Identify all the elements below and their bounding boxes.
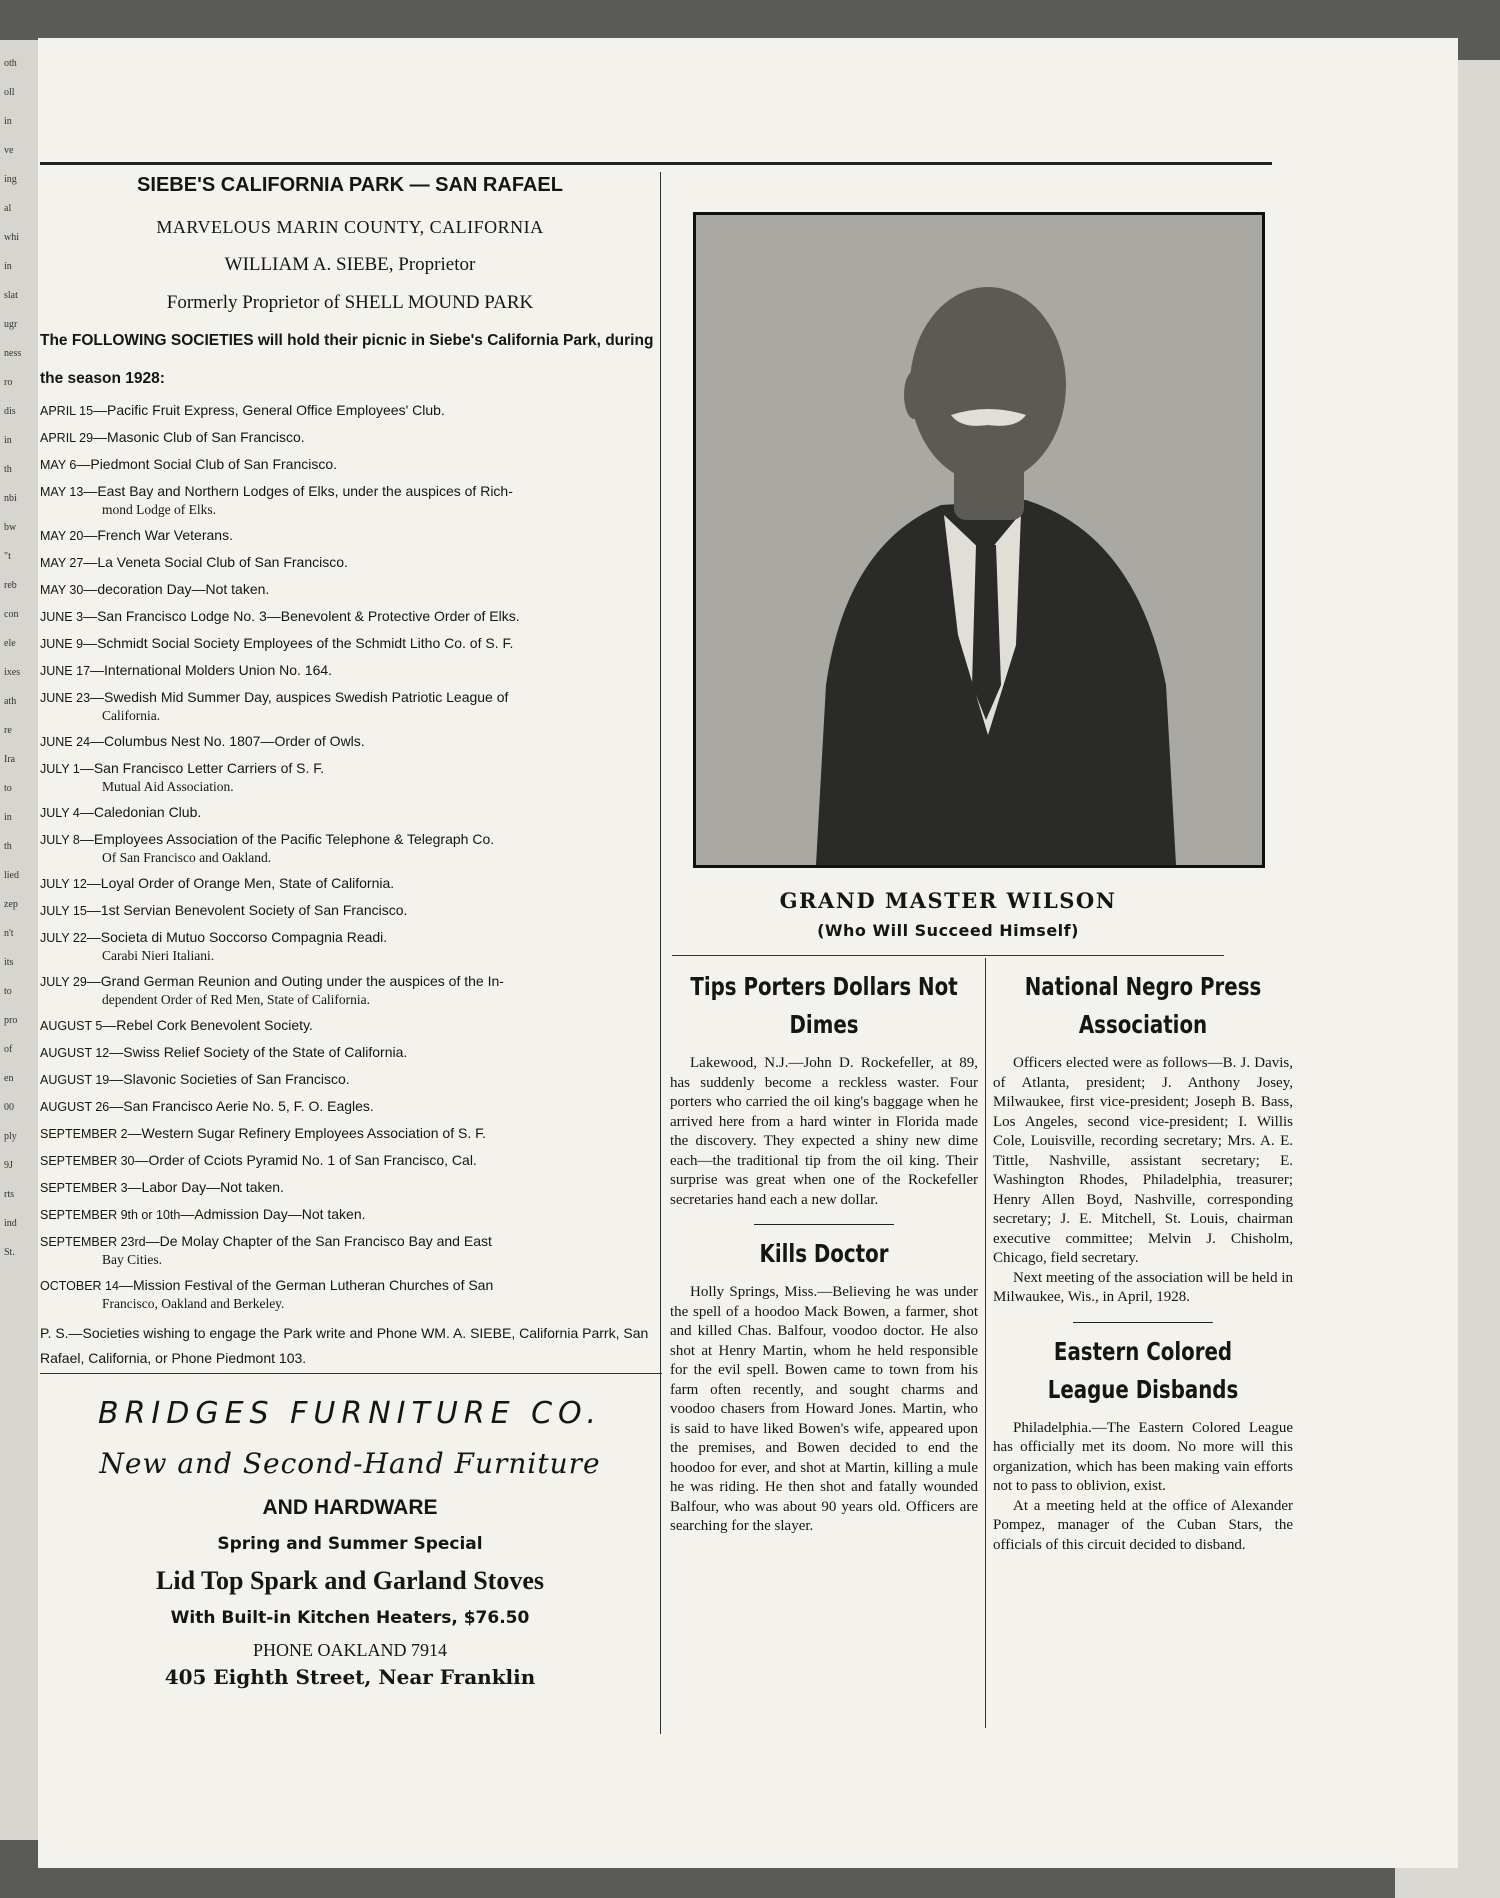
schedule-date: JULY 8	[40, 833, 80, 847]
photo-caption	[672, 888, 1224, 940]
fragment: oth	[4, 58, 17, 69]
schedule-entry	[40, 689, 660, 724]
schedule-event: —Pacific Fruit Express, General Office Employees' Club.	[93, 402, 445, 418]
schedule-date: SEPTEMBER 2	[40, 1127, 128, 1141]
schedule-date: SEPTEMBER 23rd	[40, 1235, 146, 1249]
schedule-date: APRIL 15	[40, 404, 94, 418]
fragment: reb	[4, 580, 17, 591]
schedule-event: —Societa di Mutuo Soccorso Compagnia Readi.	[86, 929, 388, 945]
schedule-event: —Rebel Cork Benevolent Society.	[102, 1017, 313, 1033]
fragment: ele	[4, 638, 16, 649]
fragment: ind	[4, 1218, 17, 1229]
headline: Kills Doctor	[759, 1239, 889, 1268]
schedule-entry	[40, 581, 660, 599]
schedule-date: JUNE 17	[40, 664, 91, 678]
schedule-date: AUGUST 5	[40, 1019, 103, 1033]
fragment: ing	[4, 174, 17, 185]
schedule-date: MAY 20	[40, 529, 84, 543]
caption-title: GRAND MASTER WILSON	[779, 888, 1117, 913]
schedule-entry	[40, 733, 660, 751]
schedule-continuation: dependent Order of Red Men, State of California.	[102, 992, 371, 1007]
fragment: ugr	[4, 319, 18, 330]
fragment: al	[4, 203, 12, 214]
adjacent-page-strip	[0, 40, 40, 1840]
fragment: nbi	[4, 493, 17, 504]
schedule-date: JULY 1	[40, 762, 80, 776]
schedule-event: —Caledonian Club.	[79, 804, 202, 820]
schedule-date: JUNE 3	[40, 610, 84, 624]
caption-subtitle: (Who Will Succeed Himself)	[817, 921, 1079, 940]
schedule-date: APRIL 29	[40, 431, 94, 445]
schedule-entry	[40, 483, 660, 518]
schedule-event: —1st Servian Benevolent Society of San Francisco.	[86, 902, 408, 918]
schedule-continuation: California.	[102, 708, 161, 723]
paragraph: At a meeting held at the office of Alexander Pompez, manager of the Cuban Stars, the officials of this circuit decided to disband.	[993, 1497, 1293, 1553]
divider	[1073, 1322, 1213, 1323]
schedule-entry	[40, 456, 660, 474]
schedule-event: —International Molders Union No. 164.	[90, 662, 333, 678]
schedule-entry	[40, 635, 660, 653]
schedule-continuation: Mutual Aid Association.	[102, 779, 234, 794]
schedule-entry	[40, 402, 660, 420]
schedule-date: MAY 13	[40, 485, 84, 499]
fragment: n't	[4, 928, 14, 939]
schedule-entry	[40, 1044, 660, 1062]
paragraph: Holly Springs, Miss.—Believing he was under the spell of a hoodoo Mack Bowen, a farmer, shot and killed Chas. Balfour, voodoo doctor. He also shot at Henry Martin, whom he held responsible for the evil spell. Bowen came to town from his farm often recently, and sought charms and voodoo chasers from Howard Jones. Martin, who is said to have liked Bowen's wife, appeared upon the premises, and Bowen decided to end the hoodoo for ever, and shot at Martin, killing a mule he was riding. He then shot and fatally wounded Balfour, who was about 90 years old. Officers are searching for the slayer.	[670, 1284, 978, 1534]
schedule-entry	[40, 1179, 660, 1197]
article-press-association	[993, 968, 1293, 1555]
schedule-entry	[40, 902, 660, 920]
schedule-date: JUNE 9	[40, 637, 84, 651]
fragment: 00	[4, 1102, 14, 1113]
schedule-event: —Loyal Order of Orange Men, State of California.	[86, 875, 395, 891]
fragment: of	[4, 1044, 13, 1055]
fragment: zep	[4, 899, 18, 910]
schedule-date: SEPTEMBER 30	[40, 1154, 135, 1168]
article-tips-porters	[670, 968, 978, 1537]
schedule-event: —San Francisco Letter Carriers of S. F.	[79, 760, 325, 776]
schedule-continuation: Francisco, Oakland and Berkeley.	[102, 1296, 285, 1311]
headline: Tips Porters Dollars Not Dimes	[690, 972, 958, 1039]
article-body	[670, 1054, 978, 1210]
portrait-tie	[972, 545, 1001, 720]
schedule-event: —San Francisco Aerie No. 5, F. O. Eagles.	[109, 1098, 374, 1114]
headline: National Negro Press Association	[1024, 972, 1262, 1039]
schedule-event: —Mission Festival of the German Lutheran Churches of San	[118, 1277, 494, 1293]
fragment: re	[4, 725, 12, 736]
portrait-head	[910, 287, 1066, 483]
top-rule	[40, 162, 1272, 165]
fragment: pro	[4, 1015, 18, 1026]
fragment: ply	[4, 1131, 17, 1142]
schedule-event: —Order of Cciots Pyramid No. 1 of San Francisco, Cal.	[134, 1152, 477, 1168]
schedule-entry	[40, 608, 660, 626]
paragraph: Philadelphia.—The Eastern Colored League has officially met its doom. No more will this organization, which has been making vain efforts not to pass to oblivion, exist.	[993, 1419, 1293, 1494]
schedule-date: AUGUST 19	[40, 1073, 110, 1087]
schedule-entry	[40, 760, 660, 795]
ad-former-proprietor: Formerly Proprietor of SHELL MOUND PARK	[166, 292, 534, 313]
portrait-image	[696, 215, 1262, 865]
fragment: rts	[4, 1189, 14, 1200]
schedule-event: —Labor Day—Not taken.	[127, 1179, 284, 1195]
article-body	[993, 1054, 1293, 1308]
schedule-entry	[40, 1017, 660, 1035]
schedule-entry	[40, 804, 660, 822]
fragment: St.	[4, 1247, 15, 1258]
schedule-date: SEPTEMBER 9th or 10th	[40, 1208, 181, 1222]
schedule-event: —De Molay Chapter of the San Francisco Bay and East	[145, 1233, 492, 1249]
schedule-event: —Slavonic Societies of San Francisco.	[109, 1071, 350, 1087]
fragment: th	[4, 464, 12, 475]
schedule-event: —La Veneta Social Club of San Francisco.	[83, 554, 348, 570]
fragment: to	[4, 783, 12, 794]
picnic-schedule	[40, 402, 660, 1312]
bridges-address: 405 Eighth Street, Near Franklin	[164, 1665, 536, 1689]
schedule-event: —French War Veterans.	[83, 527, 233, 543]
bridges-name: BRIDGES FURNITURE CO.	[97, 1396, 602, 1431]
photo-rule	[672, 955, 1224, 956]
schedule-entry	[40, 1098, 660, 1116]
fragment: "t	[4, 551, 11, 562]
paragraph: Officers elected were as follows—B. J. Davis, of Atlanta, president; J. Anthony Josey, Milwaukee, first vice-president; Joseph B. Bass, Los Angeles, second vice-president; I. Willis Cole, Louisville, recording secretary; Mrs. A. E. Tittle, Nashville, assistant secretary; E. Washington Rhodes, Philadelphia, treasurer; Henry Allen Boyd, Nashville, corresponding secretary; J. E. Mitchell, St. Louis, chairman executive committee; Melvin J. Chisholm, Chicago, field secretary.	[993, 1055, 1293, 1266]
fragment: 9J	[4, 1160, 13, 1171]
schedule-entry	[40, 1277, 660, 1312]
schedule-entry	[40, 429, 660, 447]
fragment: dis	[4, 406, 16, 417]
schedule-date: SEPTEMBER 3	[40, 1181, 128, 1195]
fragment: en	[4, 1073, 14, 1084]
schedule-entry	[40, 1071, 660, 1089]
ad-county: MARVELOUS MARIN COUNTY, CALIFORNIA	[156, 217, 544, 237]
ad-postscript: P. S.—Societies wishing to engage the Park write and Phone WM. A. SIEBE, California Parrk, San Rafael, California, or Phone Piedmont 103.	[40, 1325, 649, 1366]
bridges-furniture-ad	[40, 1390, 660, 1689]
column-divider	[660, 172, 661, 1734]
fragment: Ira	[4, 754, 16, 765]
fragment: ro	[4, 377, 13, 388]
portrait-photo	[693, 212, 1265, 868]
schedule-date: OCTOBER 14	[40, 1279, 119, 1293]
portrait-ear	[904, 371, 924, 419]
column-divider-right	[985, 958, 986, 1728]
paragraph: Next meeting of the association will be held in Milwaukee, Wis., in April, 1928.	[993, 1269, 1293, 1305]
fragment: in	[4, 116, 12, 127]
bridges-stoves: Lid Top Spark and Garland Stoves	[156, 1566, 544, 1595]
schedule-date: MAY 6	[40, 458, 77, 472]
fragment: ath	[4, 696, 17, 707]
ad-intro: The FOLLOWING SOCIETIES will hold their picnic in Siebe's California Park, during the season 1928:	[40, 332, 654, 387]
schedule-entry	[40, 1233, 660, 1268]
schedule-date: AUGUST 26	[40, 1100, 110, 1114]
schedule-event: —Columbus Nest No. 1807—Order of Owls.	[90, 733, 365, 749]
fragment: whi	[4, 232, 19, 243]
schedule-date: AUGUST 12	[40, 1046, 110, 1060]
schedule-date: JULY 12	[40, 877, 87, 891]
fragment: to	[4, 986, 12, 997]
schedule-continuation: Of San Francisco and Oakland.	[102, 850, 272, 865]
schedule-entry	[40, 831, 660, 866]
fragment: th	[4, 841, 12, 852]
schedule-date: MAY 30	[40, 583, 84, 597]
schedule-date: MAY 27	[40, 556, 84, 570]
schedule-entry	[40, 1152, 660, 1170]
schedule-entry	[40, 554, 660, 572]
schedule-event: —Swedish Mid Summer Day, auspices Swedish Patriotic League of	[90, 689, 509, 705]
schedule-entry	[40, 929, 660, 964]
schedule-event: —Western Sugar Refinery Employees Association of S. F.	[127, 1125, 486, 1141]
schedule-event: —East Bay and Northern Lodges of Elks, under the auspices of Rich-	[83, 483, 513, 499]
schedule-entry	[40, 662, 660, 680]
article-body	[993, 1419, 1293, 1556]
schedule-date: JULY 29	[40, 975, 87, 989]
schedule-entry	[40, 527, 660, 545]
fragment: oll	[4, 87, 15, 98]
schedule-event: —Piedmont Social Club of San Francisco.	[76, 456, 338, 472]
schedule-event: —Grand German Reunion and Outing under the auspices of the In-	[86, 973, 504, 989]
fragment: ness	[4, 348, 22, 359]
schedule-event: —Schmidt Social Society Employees of the Schmidt Litho Co. of S. F.	[83, 635, 514, 651]
fragment: slat	[4, 290, 18, 301]
schedule-continuation: Carabi Nieri Italiani.	[102, 948, 215, 963]
schedule-entry	[40, 973, 660, 1008]
schedule-event: —Admission Day—Not taken.	[180, 1206, 366, 1222]
siebe-park-ad	[40, 170, 660, 1385]
schedule-event: —Swiss Relief Society of the State of California.	[109, 1044, 408, 1060]
schedule-event: —San Francisco Lodge No. 3—Benevolent & Protective Order of Elks.	[83, 608, 520, 624]
fragment: its	[4, 957, 14, 968]
schedule-entry	[40, 1206, 660, 1224]
schedule-entry	[40, 1125, 660, 1143]
fragment: ixes	[4, 667, 21, 678]
fragment: bw	[4, 522, 17, 533]
schedule-date: JULY 15	[40, 904, 87, 918]
ad-title: SIEBE'S CALIFORNIA PARK — SAN RAFAEL	[137, 174, 563, 196]
bridges-special: Spring and Summer Special	[217, 1534, 483, 1554]
schedule-date: JULY 22	[40, 931, 87, 945]
fragment: con	[4, 609, 19, 620]
schedule-entry	[40, 875, 660, 893]
fragment: lied	[4, 870, 19, 881]
schedule-date: JULY 4	[40, 806, 80, 820]
schedule-event: —decoration Day—Not taken.	[83, 581, 270, 597]
bridges-heaters: With Built-in Kitchen Heaters, $76.50	[170, 1608, 530, 1628]
headline: Eastern Colored League Disbands	[1047, 1336, 1239, 1404]
ad-proprietor: WILLIAM A. SIEBE, Proprietor	[224, 254, 476, 275]
bridges-subtitle: New and Second-Hand Furniture	[99, 1447, 601, 1480]
fragment: in	[4, 435, 12, 446]
bridges-hardware: AND HARDWARE	[262, 1496, 438, 1519]
schedule-continuation: mond Lodge of Elks.	[102, 502, 216, 517]
schedule-date: JUNE 23	[40, 691, 91, 705]
fragment: in	[4, 261, 12, 272]
divider	[754, 1224, 894, 1225]
schedule-date: JUNE 24	[40, 735, 91, 749]
paragraph: Lakewood, N.J.—John D. Rockefeller, at 89, has suddenly become a reckless waster. Four porters who carried the oil king's baggage when he arrived here from a hard winter in Florida made the discovery. They expected a shiny new dime each—the traditional tip from the oil king. Their surprise was great when one of the Rockefeller secretaries hand each a new dollar.	[670, 1055, 978, 1208]
article-body	[670, 1283, 978, 1537]
fragment: ve	[4, 145, 14, 156]
bridges-phone: PHONE OAKLAND 7914	[253, 1640, 447, 1660]
schedule-event: —Masonic Club of San Francisco.	[93, 429, 305, 445]
fragment: in	[4, 812, 12, 823]
schedule-event: —Employees Association of the Pacific Telephone & Telegraph Co.	[79, 831, 495, 847]
schedule-continuation: Bay Cities.	[102, 1252, 162, 1267]
